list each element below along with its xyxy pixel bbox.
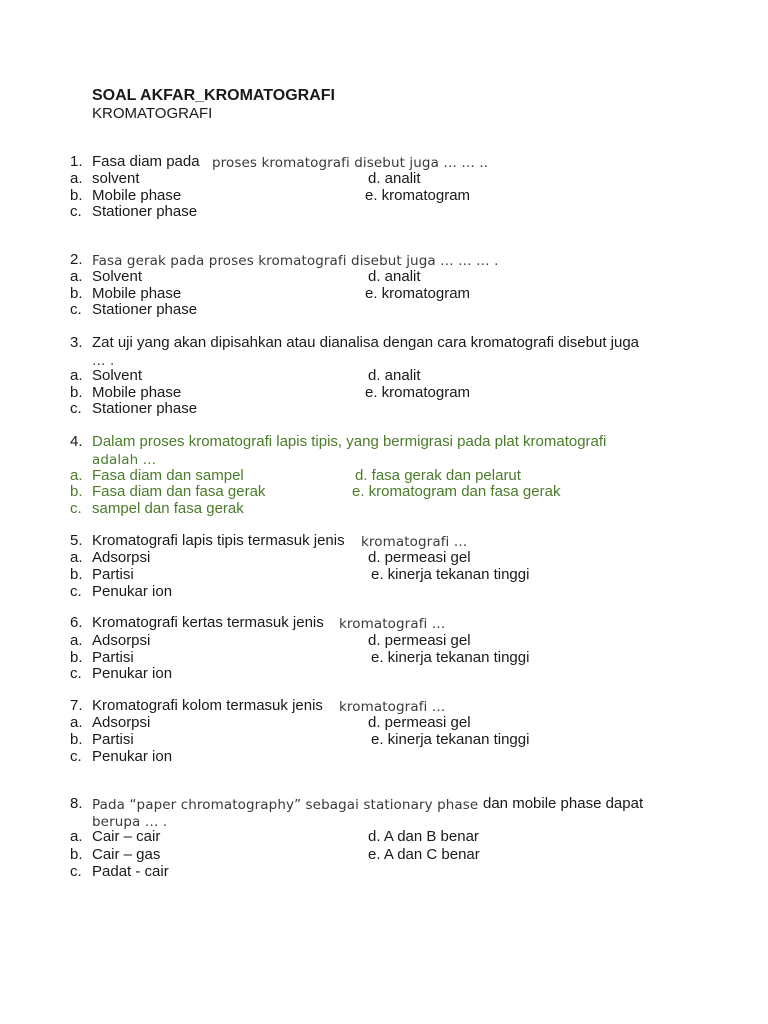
option-letter: a.: [70, 632, 83, 649]
option-d: d. analit: [368, 367, 421, 384]
option-letter: b.: [70, 285, 83, 302]
question-text: Pada “paper chromatography” sebagai stationary phase: [92, 797, 479, 813]
option-b: Fasa diam dan fasa gerak: [92, 483, 266, 500]
option-letter: c.: [70, 665, 82, 682]
option-b: Partisi: [92, 731, 134, 748]
option-a: solvent: [92, 170, 140, 187]
option-e: e. kromatogram: [365, 187, 471, 204]
question-text: Kromatografi kolom termasuk jenis: [92, 697, 323, 714]
question-number: 5.: [70, 532, 83, 549]
option-d: d. analit: [368, 268, 421, 285]
option-a: Adsorpsi: [92, 632, 151, 649]
question-text-cont: adalah …: [92, 452, 157, 468]
document-subtitle: KROMATOGRAFI: [92, 105, 213, 122]
option-letter: c.: [70, 301, 82, 318]
option-letter: c.: [70, 748, 82, 765]
option-b: Mobile phase: [92, 285, 182, 302]
question-text-cont: berupa … .: [92, 814, 168, 830]
option-letter: b.: [70, 187, 83, 204]
question-number: 8.: [70, 795, 83, 812]
option-letter: a.: [70, 828, 83, 845]
question-text-cont: kromatografi …: [339, 699, 446, 715]
option-letter: c.: [70, 203, 82, 220]
option-b: Partisi: [92, 649, 134, 666]
option-letter: b.: [70, 846, 83, 863]
question-number: 3.: [70, 334, 83, 351]
option-letter: b.: [70, 566, 83, 583]
option-a: Adsorpsi: [92, 714, 151, 731]
option-c: sampel dan fasa gerak: [92, 500, 244, 517]
option-letter: b.: [70, 731, 83, 748]
option-a: Cair – cair: [92, 828, 161, 845]
option-e: e. A dan C benar: [368, 846, 480, 863]
option-b: Cair – gas: [92, 846, 161, 863]
option-a: Fasa diam dan sampel: [92, 467, 244, 484]
option-d: d. analit: [368, 170, 421, 187]
option-c: Padat - cair: [92, 863, 169, 880]
question-number: 1.: [70, 153, 83, 170]
option-letter: a.: [70, 367, 83, 384]
option-d: d. permeasi gel: [368, 714, 471, 731]
option-c: Stationer phase: [92, 400, 198, 417]
question-text: Kromatografi lapis tipis termasuk jenis: [92, 532, 345, 549]
question-text: Fasa gerak pada proses kromatografi disebut juga … … … .: [92, 253, 499, 269]
option-e: e. kinerja tekanan tinggi: [371, 731, 530, 748]
question-text-cont: kromatografi …: [361, 534, 468, 550]
option-d: d. permeasi gel: [368, 632, 471, 649]
option-d: d. A dan B benar: [368, 828, 479, 845]
option-letter: a.: [70, 549, 83, 566]
option-b: Mobile phase: [92, 187, 182, 204]
question-text: Dalam proses kromatografi lapis tipis, yang bermigrasi pada plat kromatografi: [92, 433, 607, 450]
option-letter: c.: [70, 863, 82, 880]
option-a: Adsorpsi: [92, 549, 151, 566]
option-c: Stationer phase: [92, 301, 198, 318]
question-text: Fasa diam pada: [92, 153, 200, 170]
option-letter: b.: [70, 483, 83, 500]
question-number: 6.: [70, 614, 83, 631]
question-text-cont: … .: [92, 353, 115, 369]
option-letter: a.: [70, 268, 83, 285]
option-b: Mobile phase: [92, 384, 182, 401]
option-letter: b.: [70, 384, 83, 401]
option-b: Partisi: [92, 566, 134, 583]
option-c: Penukar ion: [92, 665, 173, 682]
document-title: SOAL AKFAR_KROMATOGRAFI: [92, 87, 335, 104]
question-text-cont: proses kromatografi disebut juga … … ..: [212, 155, 489, 171]
option-letter: c.: [70, 583, 82, 600]
question-text-cont: dan mobile phase dapat: [483, 795, 644, 812]
question-number: 2.: [70, 251, 83, 268]
option-c: Stationer phase: [92, 203, 198, 220]
question-text: Kromatografi kertas termasuk jenis: [92, 614, 324, 631]
option-letter: b.: [70, 649, 83, 666]
option-e: e. kinerja tekanan tinggi: [371, 566, 530, 583]
option-letter: c.: [70, 500, 82, 517]
option-a: Solvent: [92, 268, 143, 285]
option-e: e. kromatogram dan fasa gerak: [352, 483, 561, 500]
option-letter: a.: [70, 170, 83, 187]
option-e: e. kromatogram: [365, 285, 471, 302]
question-text-cont: kromatografi …: [339, 616, 446, 632]
question-number: 7.: [70, 697, 83, 714]
option-c: Penukar ion: [92, 583, 173, 600]
option-letter: a.: [70, 714, 83, 731]
option-letter: a.: [70, 467, 83, 484]
option-d: d. fasa gerak dan pelarut: [355, 467, 521, 484]
option-e: e. kromatogram: [365, 384, 471, 401]
option-a: Solvent: [92, 367, 143, 384]
option-d: d. permeasi gel: [368, 549, 471, 566]
option-c: Penukar ion: [92, 748, 173, 765]
option-letter: c.: [70, 400, 82, 417]
option-e: e. kinerja tekanan tinggi: [371, 649, 530, 666]
question-number: 4.: [70, 433, 83, 450]
question-text: Zat uji yang akan dipisahkan atau dianalisa dengan cara kromatografi disebut juga: [92, 334, 640, 351]
